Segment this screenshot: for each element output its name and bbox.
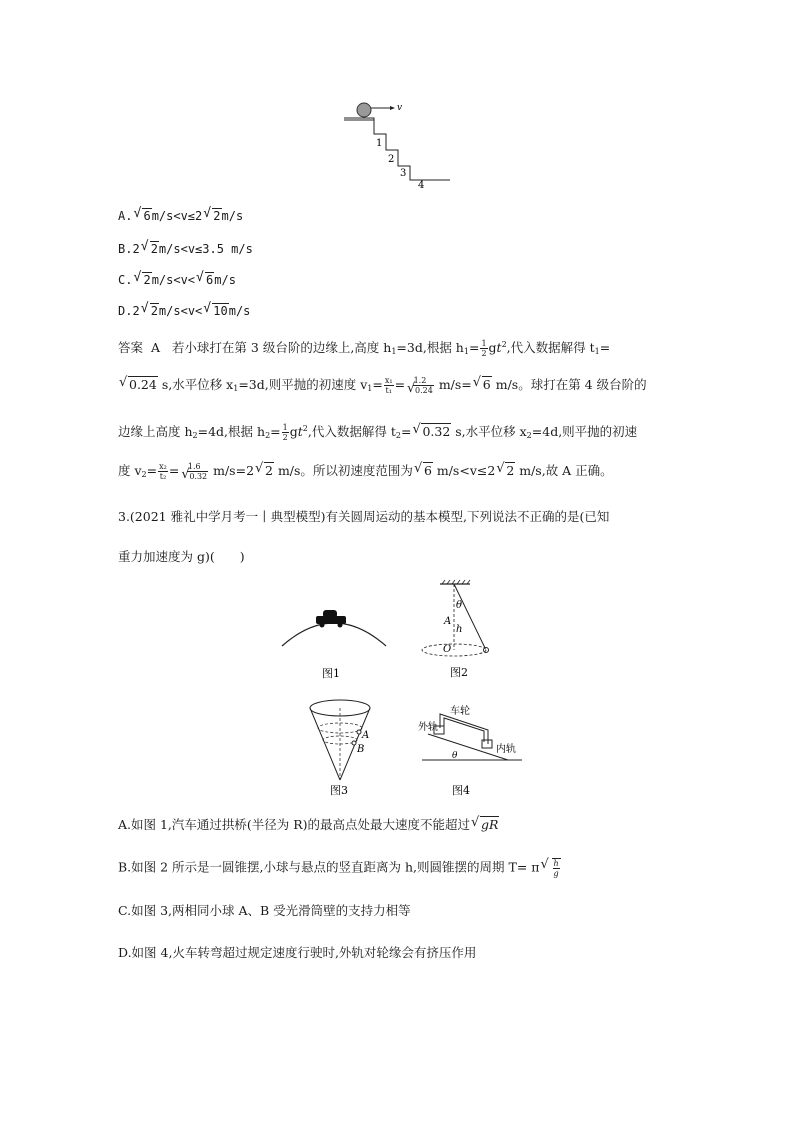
- wheel-axle: [434, 714, 492, 748]
- step-label-1: 1: [376, 138, 383, 149]
- velocity-label: v: [397, 103, 403, 113]
- point-a-label: A: [362, 730, 370, 741]
- ball-a: [357, 730, 361, 734]
- answer-line-2: √ 0.24 s,水平位移 $x_1=3d$,则平抛的初速度 $v_1=$ $\frac{\text{x₁}}{\text{t₁}}$ = 1.2 √ 0.24 m/s=√ 6 m/s。球打在第 4 级台阶的: [118, 376, 647, 398]
- car-icon: [316, 610, 346, 628]
- figure-3-cone: [302, 696, 378, 798]
- inner-rail-label: 内轨: [496, 744, 516, 755]
- stairs-figure: [340, 98, 455, 194]
- ball-b: [352, 741, 356, 745]
- option-b: B.2√ 2m/s<v≤3.5 m/s: [118, 240, 253, 258]
- question3-line-2: 重力加速度为 g)( ): [118, 549, 245, 564]
- option-d: D.2√ 2m/s<v<√ 10m/s: [118, 302, 250, 320]
- figure-2-caption: 图2: [450, 666, 468, 679]
- point-a-label: A: [444, 616, 452, 627]
- answer-line-1: 答案 A 若小球打在第 3 级台阶的边缘上,高度 $h_1=3d$,根据 $h_1=$ $\frac{1}{2}$ $gt^2$,代入数据解得 $t_1=$: [118, 339, 611, 358]
- theta-label: θ: [452, 751, 458, 761]
- arch-bridge: [282, 623, 386, 646]
- option-c: C.√ 2m/s<v<√ 6m/s: [118, 271, 236, 289]
- pendulum-string: [454, 584, 486, 650]
- q3-option-a: A.如图 1,汽车通过拱桥(半径为 R)的最高点处最大速度不能超过√ gR: [118, 816, 499, 834]
- figure-4-train-curve: [418, 696, 526, 798]
- outer-rail-label: 外轨: [418, 722, 438, 733]
- q3-option-d: D.如图 4,火车转弯超过规定速度行驶时,外轨对轮缘会有挤压作用: [118, 945, 477, 960]
- q3-option-c: C.如图 3,两相同小球 A、B 受光滑筒壁的支持力相等: [118, 903, 411, 918]
- stairs-outline: [344, 118, 450, 180]
- option-a: A.√ 6m/s<v≤2√ 2m/s: [118, 207, 243, 225]
- figure-1-caption: 图1: [322, 667, 340, 680]
- ball: [357, 103, 371, 117]
- figure-3-caption: 图3: [330, 784, 348, 797]
- step-label-3: 3: [400, 168, 407, 179]
- h-label: h: [456, 624, 463, 635]
- answer-line-4: 度 $v_2=$ $\frac{\text{x₂}}{\text{t₂}}$ = 1.6 √ 0.32 m/s=2√ 2 m/s。所以初速度范围为√ 6 m/s<v≤2√ 2 m/s,故 A 正确。: [118, 462, 613, 484]
- wheel-label: 车轮: [450, 706, 470, 717]
- q3-option-b: B.如图 2 所示是一圆锥摆,小球与悬点的竖直距离为 h,则圆锥摆的周期 T= π √ $\frac{h}{g}$: [118, 858, 562, 878]
- question3-line-1: 3.(2021 雅礼中学月考一丨典型模型)有关圆周运动的基本模型,下列说法不正确的是(已知: [118, 509, 610, 524]
- step-label-4: 4: [418, 180, 425, 191]
- point-b-label: B: [357, 744, 365, 755]
- figure-1-arch-bridge: [278, 600, 390, 684]
- answer-line-3: 边缘上高度 $h_2=4d$,根据 $h_2=$ $\frac{1}{2}$ $gt^2$,代入数据解得 $t_2=√$ 0.32 s,水平位移 $x_2=4d$,则平抛的初速: [118, 420, 637, 445]
- step-label-2: 2: [388, 154, 395, 165]
- point-o-label: O: [443, 644, 452, 655]
- figure-2-conical-pendulum: [410, 578, 500, 684]
- theta-label: θ: [456, 600, 463, 611]
- figure-4-caption: 图4: [452, 784, 470, 797]
